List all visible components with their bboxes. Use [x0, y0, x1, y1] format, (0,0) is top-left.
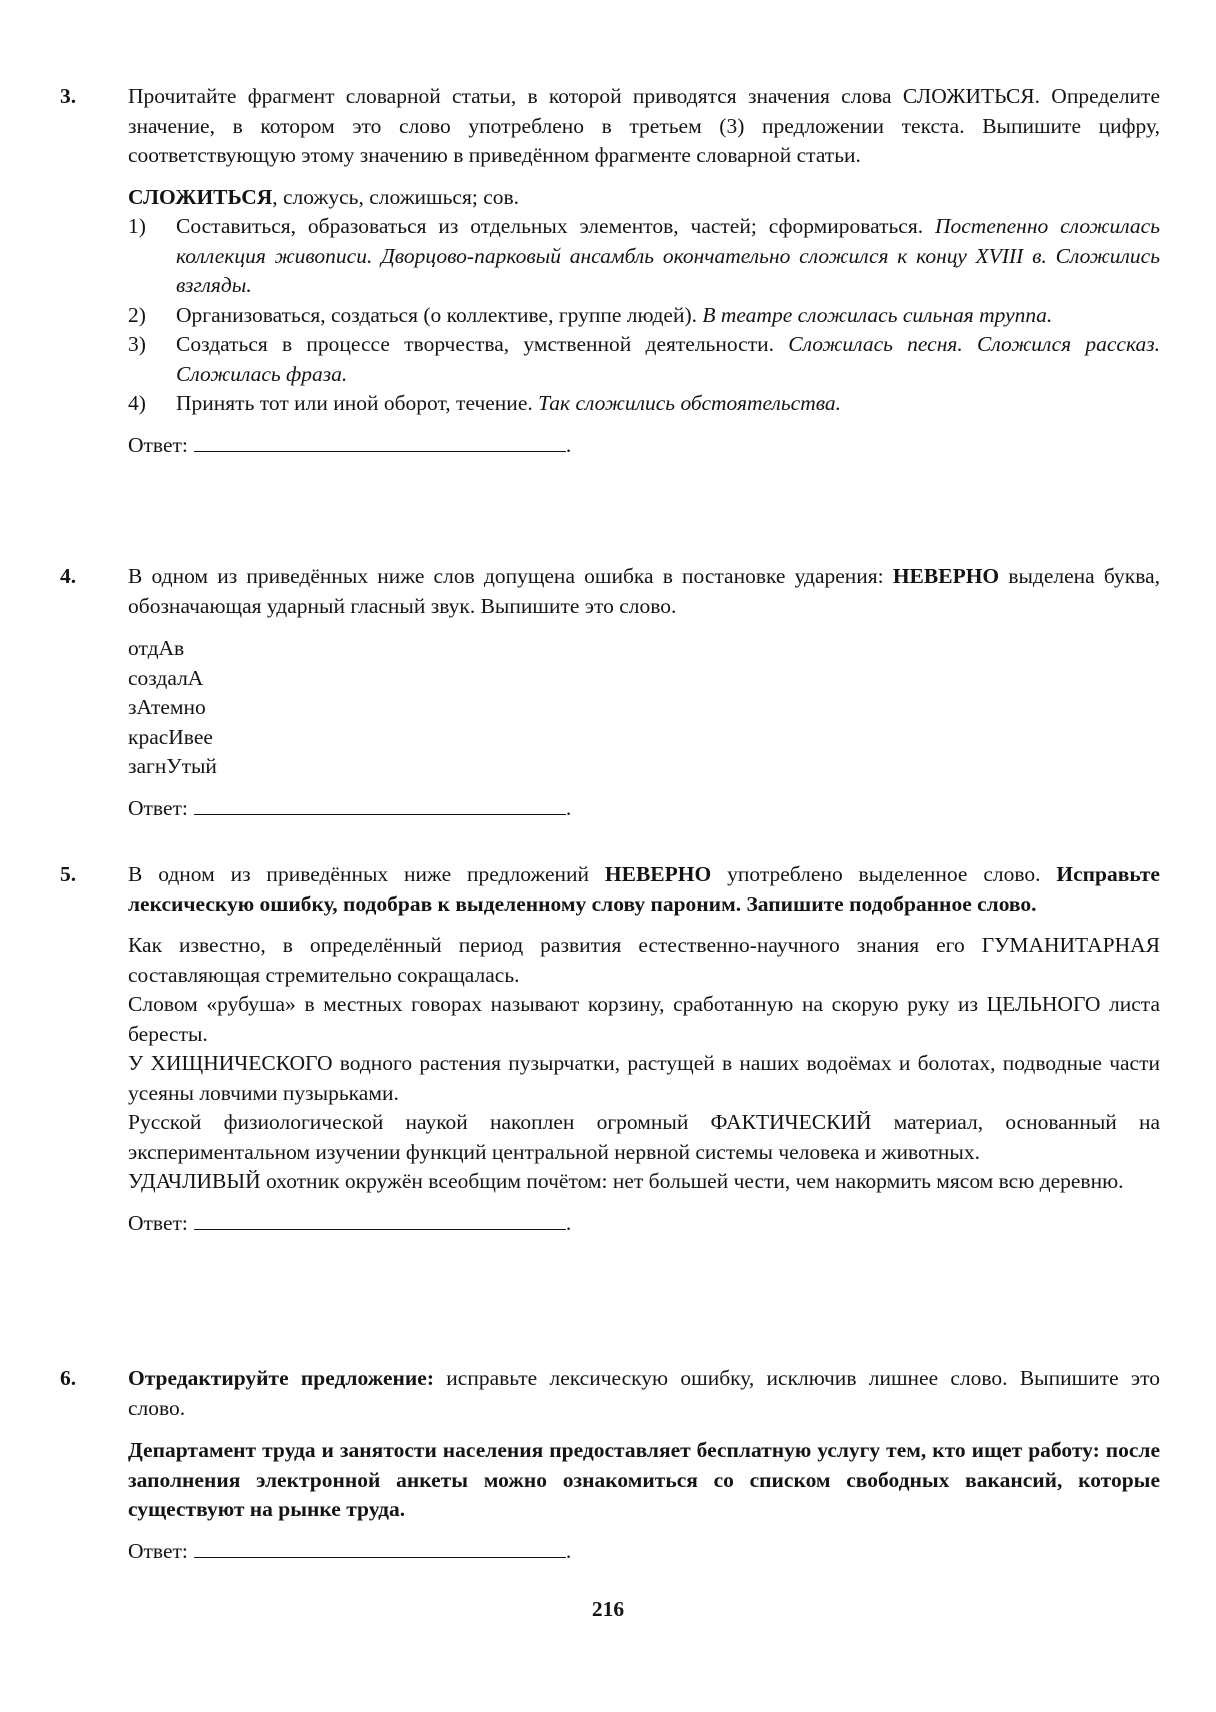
- list-item: загнУтый: [128, 754, 217, 778]
- answer-label: Ответ:: [128, 795, 188, 820]
- task-sentence: Департамент труда и занятости населения предоставляет бесплатную услугу тем, кто ищет работу: после заполнения электронной анкеты можно ознакомиться со списком свободных вакансий, которые существуют на рынке труда.: [128, 1438, 1160, 1521]
- definition-item: 2) Организоваться, создаться (о коллективе, группе людей). В театре сложилась сильная труппа.: [128, 302, 1053, 327]
- answer-field[interactable]: [194, 1211, 566, 1230]
- definitions-list: [128, 212, 1160, 419]
- task-number: 6.: [60, 1366, 77, 1390]
- answer-label: Ответ:: [128, 1210, 188, 1235]
- list-item: У ХИЩНИЧЕСКОГО водного растения пузырчатки, растущей в наших водоёмах и болотах, подводные части усеяны ловчими пузырьками.: [128, 1051, 1160, 1105]
- list-item: Русской физиологической наукой накоплен огромный ФАКТИЧЕСКИЙ материал, основанный на экспериментальном изучении функций центральной нервной системы человека и животных.: [128, 1110, 1160, 1164]
- answer-row: Ответ: .: [128, 794, 1160, 824]
- dictionary-headword-line: СЛОЖИТЬСЯ, сложусь, сложишься; сов.: [128, 184, 520, 209]
- answer-label: Ответ:: [128, 432, 188, 457]
- list-item: Словом «рубуша» в местных говорах называют корзину, сработанную на скорую руку из ЦЕЛЬНОГО листа бересты.: [128, 992, 1160, 1046]
- task-instructions: В одном из приведённых ниже слов допущена ошибка в постановке ударения: НЕВЕРНО выделена буква, обозначающая ударный гласный звук. Выпишите это слово.: [128, 564, 1160, 618]
- task-number: 5.: [60, 862, 77, 886]
- list-item: УДАЧЛИВЫЙ охотник окружён всеобщим почётом: нет большей чести, чем накормить мясом всю деревню.: [128, 1169, 1124, 1193]
- task-instructions: Прочитайте фрагмент словарной статьи, в которой приводятся значения слова СЛОЖИТЬСЯ. Определите значение, в котором это слово употреблено в третьем (3) предложении текста. Выпишите цифру, соответствующую этому значению в приведённом фрагменте словарной статьи.: [128, 84, 1160, 167]
- answer-row: Ответ: .: [128, 1537, 1160, 1567]
- list-item: красИвее: [128, 724, 213, 749]
- task-body: [128, 860, 1160, 1238]
- task-body: [128, 1364, 1160, 1566]
- definition-item: 4) Принять тот или иной оборот, течение. Так сложились обстоятельства.: [128, 391, 842, 415]
- list-item: зАтемно: [128, 695, 206, 719]
- list-item: отдАв: [128, 636, 185, 660]
- task-number: 4.: [60, 564, 77, 588]
- list-item: создалА: [128, 665, 204, 690]
- definition-item: 3) Создаться в процессе творчества, умственной деятельности. Сложилась песня. Сложился рассказ. Сложилась фраза.: [128, 332, 1160, 386]
- task-instructions: В одном из приведённых ниже предложений НЕВЕРНО употреблено выделенное слово. Исправьте лексическую ошибку, подобрав к выделенному слову пароним. Запишите подобранное слово.: [128, 862, 1160, 916]
- answer-row: Ответ: .: [128, 1209, 1160, 1239]
- task-instructions: Отредактируйте предложение: исправьте лексическую ошибку, исключив лишнее слово. Выпишите это слово.: [128, 1366, 1161, 1420]
- headword: СЛОЖИТЬСЯ: [128, 184, 273, 209]
- answer-row: Ответ: .: [128, 431, 1160, 461]
- definition-item: 1) Составиться, образоваться из отдельных элементов, частей; сформироваться. Постепенно сложилась коллекция живописи. Дворцово-парковый ансамбль окончательно сложился к концу XVIII в. Сложились взгляды.: [128, 214, 1160, 297]
- answer-field[interactable]: [194, 1539, 566, 1558]
- task-number: 3.: [60, 84, 77, 108]
- task-body: [128, 82, 1160, 460]
- list-item: Как известно, в определённый период развития естественно-научного знания его ГУМАНИТАРНАЯ составляющая стремительно сокращалась.: [128, 933, 1160, 987]
- sentence-list: [128, 931, 1160, 1197]
- task-body: [128, 562, 1160, 823]
- word-list: [128, 634, 1160, 782]
- answer-label: Ответ:: [128, 1538, 188, 1563]
- answer-field[interactable]: [194, 796, 566, 815]
- answer-field[interactable]: [194, 433, 566, 452]
- page-number: 216: [591, 1597, 625, 1621]
